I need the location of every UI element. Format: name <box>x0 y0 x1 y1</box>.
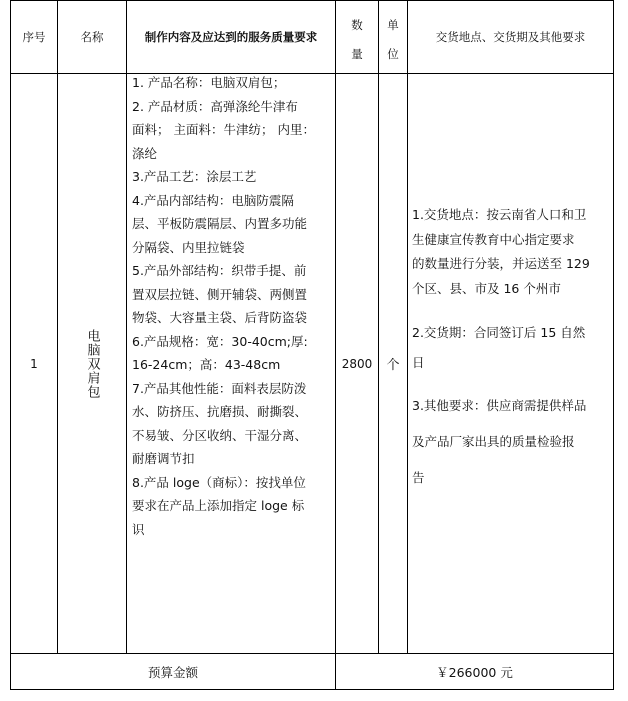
requirement-line: 耐磨调节扣 <box>132 451 195 466</box>
row-name-text: 电脑双肩包 <box>84 328 100 399</box>
budget-label: 预算金额 <box>147 664 198 680</box>
header-quantity <box>336 10 378 68</box>
requirement-line: 6.产品规格：宽：30-40cm;厚: <box>132 333 308 349</box>
requirement-line: 7.产品其他性能：面料表层防泼 <box>132 380 307 396</box>
requirement-line: 涤纶 <box>132 145 158 161</box>
delivery-line: 1.交货地点：按云南省人口和卫 <box>412 207 587 222</box>
requirement-line: 3.产品工艺：涂层工艺 <box>132 169 257 184</box>
header-requirements: 制作内容及应达到的服务质量要求 <box>144 30 318 44</box>
requirements-list <box>132 71 334 541</box>
requirement-line: 置双层拉链、侧开辅袋、两侧置 <box>132 286 308 302</box>
requirement-line: 不易皱、分区收纳、干湿分离、 <box>132 427 308 443</box>
delivery-line: 生健康宣传教育中心指定要求 <box>412 231 575 247</box>
row-unit: 个 <box>386 358 400 373</box>
requirement-line: 面料； 主面料：牛津纺； 内里： <box>132 122 315 137</box>
delivery-line: 2.交货期：合同签订后 15 自然 <box>412 325 586 340</box>
requirement-line: 物袋、大容量主袋、后背防盗袋 <box>132 310 308 325</box>
requirement-line: 4.产品内部结构：电脑防震隔 <box>132 192 294 208</box>
requirement-line: 5.产品外部结构：织带手提、前 <box>132 263 307 278</box>
header-unit-char-2: 位 <box>387 46 399 61</box>
delivery-line: 告 <box>412 470 425 485</box>
rule-right <box>613 0 614 690</box>
requirement-line: 1. 产品名称：电脑双肩包； <box>132 75 286 90</box>
delivery-line: 的数量进行分装，并运送至 129 <box>412 256 590 271</box>
row-name <box>58 74 126 653</box>
requirement-line: 水、防挤压、抗磨损、耐撕裂、 <box>132 404 308 419</box>
header-name: 名称 <box>80 30 104 44</box>
delivery-line: 个区、县、市及 16 个州市 <box>412 280 561 296</box>
requirement-line: 16-24cm；高：43-48cm <box>132 357 281 372</box>
row-quantity: 2800 <box>341 356 373 371</box>
row-seq: 1 <box>30 356 38 371</box>
requirement-line: 8.产品 loge（商标）：按找单位 <box>132 474 306 490</box>
header-delivery: 交货地点、交货期及其他要求 <box>435 30 586 44</box>
rule-col5 <box>407 0 408 654</box>
header-unit-char-1: 单 <box>387 17 399 32</box>
other-requirements-block <box>412 388 612 496</box>
delivery-line: 日 <box>412 355 425 370</box>
delivery-place-block <box>412 203 612 301</box>
requirement-line: 2. 产品材质：高弹涤纶牛津布 <box>132 98 298 114</box>
procurement-table <box>10 0 614 690</box>
header-quantity-char-1: 数 <box>351 17 363 32</box>
requirement-line: 层、平板防震隔层、内置多功能 <box>132 216 308 231</box>
delivery-line: 及产品厂家出具的质量检验报 <box>412 434 575 449</box>
delivery-line: 3.其他要求：供应商需提供样品 <box>412 398 587 413</box>
rule-col2 <box>126 0 127 654</box>
rule-bottom <box>10 689 614 690</box>
delivery-period-block <box>412 318 612 378</box>
header-unit <box>379 10 407 68</box>
requirement-line: 分隔袋、内里拉链袋 <box>132 239 245 255</box>
header-seq: 序号 <box>22 30 46 44</box>
requirement-line: 识 <box>132 521 145 537</box>
budget-value: ￥266000 元 <box>436 664 513 680</box>
header-quantity-char-2: 量 <box>351 46 363 61</box>
requirement-line: 要求在产品上添加指定 loge 标 <box>132 498 305 513</box>
